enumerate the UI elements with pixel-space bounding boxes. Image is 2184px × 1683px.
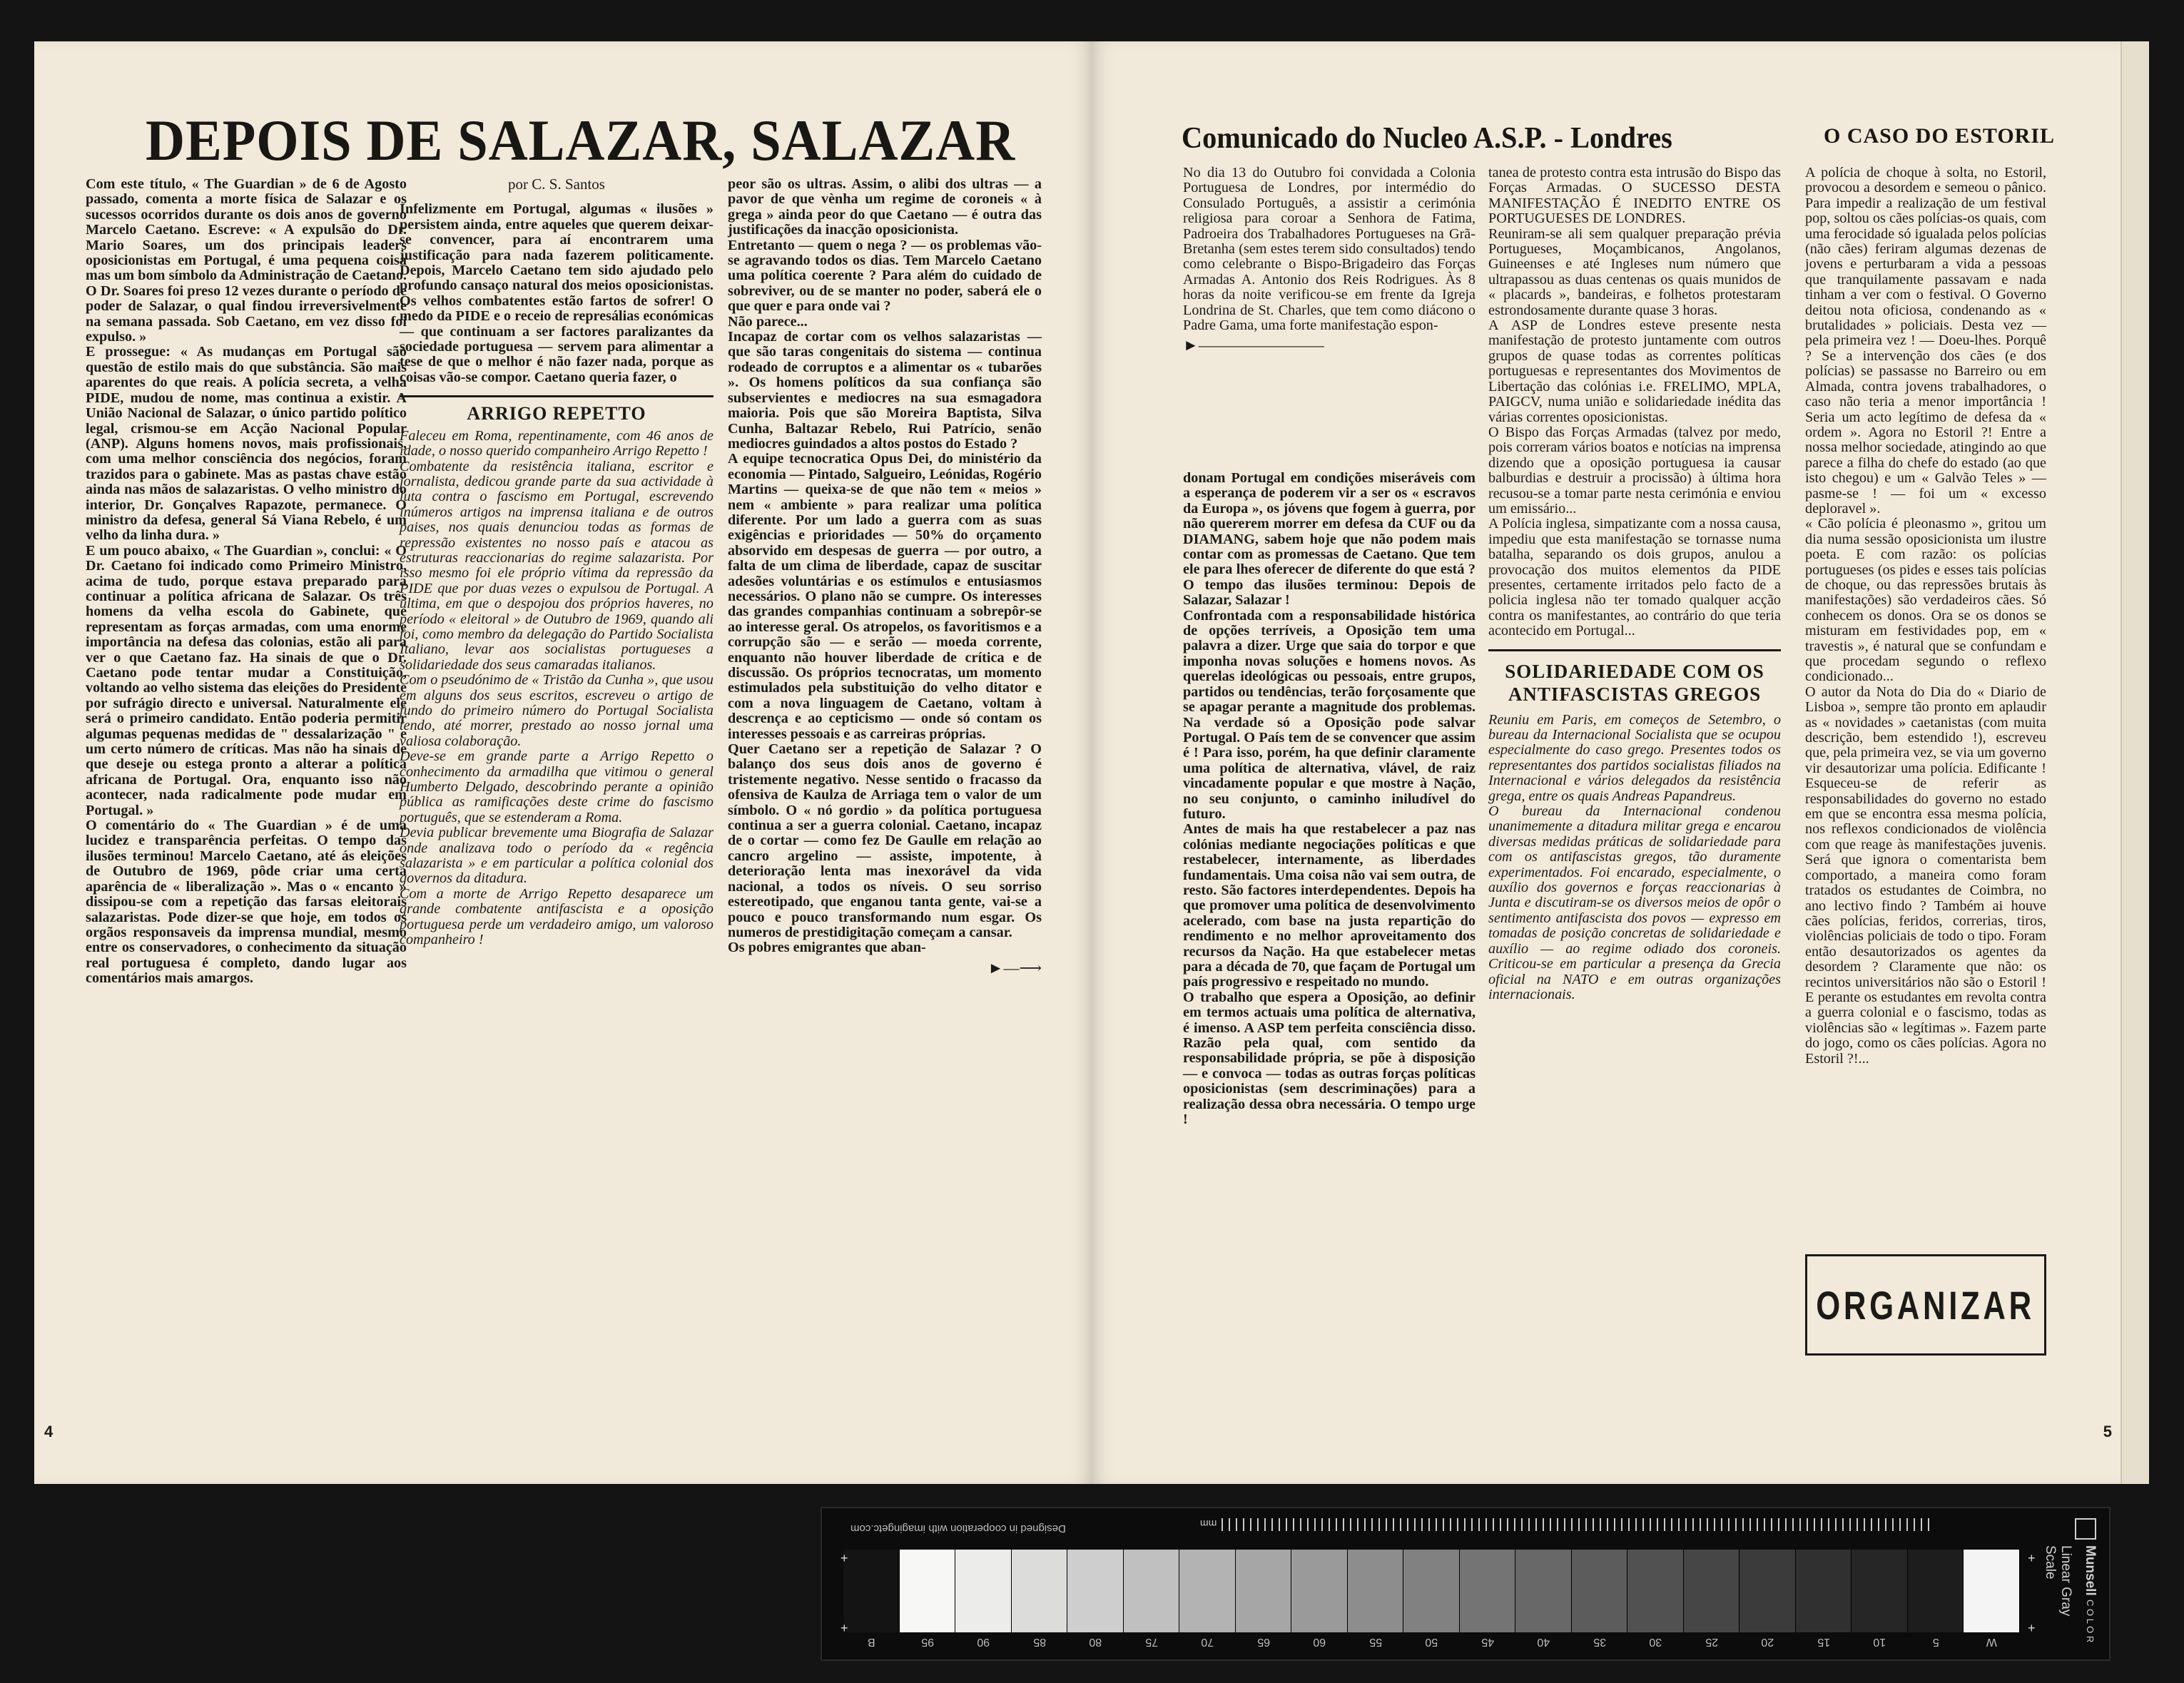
- article-paragraph: O bureau da Internacional condenou unanimemente a ditadura militar grega e encarou diversas medidas práticas de solidariedade para com os antifascistas gregos, tão duramente experimentados. Foi encarado, especialmente, o auxílio dos governos e forças reaccionarias à Junta e discutiram-se os diversos meios de opôr o sentimento antifascista dos povos — expresso em tomadas de posição concretas de solidariedade e auxílio — ao regime odiado dos coroneis. Criticou-se em particular a presença da Grecia oficial na NATO e em outras organizações internacionais.: [1488, 803, 1781, 1002]
- page-left: [34, 41, 1092, 1484]
- gray-scale-card: [821, 1507, 2111, 1661]
- gray-patch: [1403, 1550, 1460, 1632]
- munsell-logo-icon: [2075, 1518, 2096, 1540]
- comunicado-col-1-top: [1183, 166, 1476, 353]
- gray-patch-label: 75: [1144, 1636, 1158, 1648]
- gray-patch: [1796, 1550, 1852, 1632]
- gray-patch: [1627, 1550, 1684, 1632]
- gray-patch-label: W: [1986, 1636, 1997, 1648]
- munsell-title: Linear Gray Scale: [2043, 1545, 2073, 1617]
- section-title-solidariedade: SOLIDARIEDADE COM OS ANTIFASCISTAS GREGOS: [1505, 660, 1764, 705]
- gray-patch-label: 80: [1089, 1636, 1102, 1648]
- gray-patch: [843, 1550, 900, 1632]
- article-paragraph: A polícia de choque à solta, no Estoril, provocou a desordem e semeou o pânico. Para impedir a realização de um festival pop, soltou os cães polícias-os quais, com uma ferocidade só igualada pelos polícias (não cães) feriram algumas dezenas de jovens e perturbaram a vida a pessoas que tranquilamente passavam e nada tinham a ver com o festival. O Governo deitou nota oficiosa, condenando as « brutalidades » policiais. Desta vez — pela primeira vez ! — Doeu-lhes. Porquê ? Se a intervenção dos cães (e dos polícias) se passasse no Barreiro ou em Almada, contra jovens trabalhadores, o caso não teria a menor importância ! Seria um acto legítimo de defesa da « ordem ». Agora no Estoril ?! Entre a nossa melhor sociedade, atingindo ao que parece a filha do chefe do estado (ao que isto chegou) e um « Galvão Teles » — pasme-se ! — foi um « excesso deploravel ».: [1805, 165, 2046, 517]
- article-paragraph: E prossegue: « As mudanças em Portugal são questão de estilo mais do que substância. São mais aparentes do que reais. A polícia secreta, a velha PIDE, mudou de nome, mas continua a existir. A União Nacional de Salazar, o único partido político legal, crismou-se em Acção Nacional Popular (ANP). Alguns homens novos, mais profissionais, com uma melhor consciência dos negócios, foram trazidos para o gabinete. Mas as pastas chave estão ainda nas mãos de salazaristas. O velho ministro do interior, Dr. Gonçalves Rapazote, permanece. O ministro da defesa, general Sá Viana Rebelo, é um velho da linha dura. »: [86, 344, 407, 544]
- obituary-paragraph: Devia publicar brevemente uma Biografia de Salazar onde analizava todo o período da « regência salazarista » e em particular a política colonial dos governos da ditadura.: [400, 825, 713, 887]
- munsell-brand: [2082, 1545, 2098, 1642]
- obituary-paragraph: Com o pseudónimo de « Tristão da Cunha », que usou em alguns dos seus escritos, escreveu o artigo de fundo do primeiro número do Portugal Socialista tendo, até morrer, prestado ao nosso jornal uma valiosa colaboração.: [400, 672, 713, 749]
- article-paragraph: Antes de mais ha que restabelecer a paz nas colónias mediante negociações políticas e que restabelecer, internamente, as liberdades fundamentais. Uma coisa não vai sem outra, de resto. São factores interdependentes. Depois ha que promover uma política de desenvolvimento acelerado, com base na justa repartição do rendimento e no melhor aproveitamento dos recursos da Nação. Ha que estabelecer metas para a década de 70, que façam de Portugal um país progressivo e respeitado no mundo.: [1183, 821, 1476, 990]
- gray-patch: [1067, 1550, 1124, 1632]
- article-paragraph: Entretanto — quem o nega ? — os problemas vão-se agravando todos os dias. Tem Marcelo Caetano uma política coerente ? Para além do cuidado de sobreviver, ou de se manter no poder, saberá ele o que quer e para onde vai ?: [728, 237, 1042, 315]
- gray-patch-label: 85: [1032, 1636, 1046, 1648]
- article-col-2: [400, 177, 713, 948]
- registration-mark-icon: +: [2028, 1551, 2036, 1565]
- registration-mark-icon: +: [2028, 1621, 2036, 1635]
- article-paragraph: A equipe tecnocratica Opus Dei, do ministério da economia — Pintado, Salgueiro, Leónidas, Rogério Martins — queixa-se de que não tem « meios » nem « ambiente » para realizar uma política diferente. Por um lado a guerra com as suas exigências e prioridades — 50% do orçamento absorvido em despesas de guerra — por outro, a falta de um clima de liberdade, capaz de suscitar adesões voluntárias e os estímulos e entusiasmos necessários. O plano não se cumpre. Os interesses das grandes companhias continuam a sobrepôr-se ao interesse geral. Os atropelos, os favoritismos e a corrupção são — e serão — moeda corrente, enquanto não houver liberdade de crítica e de discussão. Os próprios tecnocratas, um momento estimulados pela substituição do velho ditator e com a nova linguagem de Caetano, voltam à descrença e ao cepticismo — onde só contam os interesses pessoais e as carreiras próprias.: [728, 451, 1042, 742]
- article-paragraph: A Polícia inglesa, simpatizante com a nossa causa, impediu que esta manifestação se tornasse numa batalha, separando os dois grupos, anulou a provocação dos muitos elementos da PIDE presentes, certamente irritados pelo facto de a policia inglesa não ter tomado qualquer acção contra os manifestantes, ao contrário do que teria acontecido em Portugal...: [1488, 516, 1781, 639]
- scale-credit: Designed in cooperation with imagingetc.com: [850, 1522, 1066, 1535]
- article-paragraph: Incapaz de cortar com os velhos salazaristas — que são taras congenitais do sistema — continua rodeado de corruptos e a alimentar os « tubarões ». Os homens políticos da sua confiança são subservientes e mediocres na sua esmagadora maioria. Pois que são Moreira Baptista, Silva Cunha, Baltazar Rebelo, Rui Patrício, senão mediocres guindados a altos postos do Estado ?: [728, 329, 1042, 452]
- section-divider: [1488, 649, 1781, 651]
- obituary-paragraph: Deve-se em grande parte a Arrigo Repetto o conhecimento da armadilha que vitimou o general Humberto Delgado, descobrindo perante a opinião pública as ramificações deste crime do fascismo português, que se estenderam a Roma.: [400, 748, 713, 825]
- headline-comunicado-londres: Comunicado do Nucleo A.S.P. - Londres: [1182, 122, 1672, 155]
- page-right: [1092, 41, 2149, 1484]
- article-paragraph: Reuniu em Paris, em começos de Setembro, o bureau da Internacional Socialista que se ocupou especialmente do caso grego. Presentes todos os representantes dos partidos socialistas filiados na Internacional e vários delegados da resistência grega, entre os quais Andreas Papandreus.: [1488, 711, 1781, 804]
- gray-patch-label: 25: [1705, 1636, 1718, 1648]
- article-paragraph: Com este título, « The Guardian » de 6 de Agosto passado, comenta a morte física de Salazar e os sucessos ocorridos durante os dois anos de governo Marcelo Caetano. Escreve: « A expulsão do Dr. Mario Soares, um dos principais leaders oposicionistas em Portugal, é uma pequena coisa mas um bom símbolo da Administração de Caetano. O Dr. Soares foi preso 12 vezes durante o período de poder de Salazar, o qual findou irreversivelmente na semana passada. Sob Caetano, em vez disso foi expulso. »: [86, 176, 407, 345]
- article-paragraph: O Bispo das Forças Armadas (talvez por medo, pois correram vários boatos e notícias na imprensa dizendo que a oposição portuguesa ia causar balburdias e destruir a procissão) à última hora recusou-se a tomar parte nesta cerimónia e enviou um emissário...: [1488, 424, 1781, 517]
- gray-labels: [843, 1635, 2020, 1648]
- article-paragraph: O autor da Nota do Dia do « Diario de Lisboa », sempre tão pronto em aplaudir as « novidades » caetanistas (com muita descrição, bem estendido !), escreveu que, pela primeira vez, se via um governo vir desautorizar uma polícia. Edificante ! Esqueceu-se de referir as responsabilidades do governo no estado em que se encontra essa mesma polícia, nos reflexos condicionados de violência com que reage às manifestações juvenis. Será que ignora o comentarista bem comportado, a maneira como foram tratados os estudantes de Coimbra, no ano lectivo findo ? Também ai houve cães polícias, feridos, correrias, tiros, violências policiais de todo o tipo. Foram então desautorizados os agentes da desordem ? Claramente que não: os recintos universitários não são o Estoril ! E perante os estudantes em revolta contra a guerra colonial e o fascismo, todas as violências são « legítimas ». Fazem parte do jogo, como os cães polícias. Agora no Estoril ?!...: [1805, 683, 2047, 1067]
- section-title-arrigo-repetto: ARRIGO REPETTO: [467, 403, 646, 424]
- article-paragraph: No dia 13 do Outubro foi convidada a Colonia Portuguesa de Londres, por intermédio do Consulado Português, a assistir a cerimónia religiosa para coroar a Senhora de Fatima, Padroeira dos Trabalhadores Portugueses na Grã-Bretanha (sem estes terem sido consultados) tendo como celebrante o Bispo-Brigadeiro das Forças Armadas A. Antonio dos Reis Rodrigues. Às 8 horas da noite verificou-se em frente da Igreja Londrina de St. Charles, que tem como diácono o Padre Gama, uma forte manifestação espon-: [1183, 165, 1476, 334]
- article-paragraph: « Cão polícia é pleonasmo », gritou um dia numa sessão oposicionista um ilustre poeta. E com razão: os polícias portugueses (os pides e esses tais polícias de choque, ou das repressões brutais às manifestações) são verdadeiros cães. Só conhecem os donos. Ora se os donos se misturam em festividades pop, em « travestis », é natural que se confundam e que procedam segundo o reflexo condicionado...: [1805, 516, 2046, 685]
- estoril-col: [1805, 166, 2046, 1067]
- comunicado-col-2: [1488, 166, 1781, 1002]
- registration-mark-icon: +: [840, 1551, 848, 1565]
- gray-patch: [1908, 1550, 1964, 1632]
- obituary-paragraph: Combatente da resistência italiana, escritor e jornalista, dedicou grande parte da sua actividade à luta contra o fascismo em Portugal, escrevendo inúmeros artigos na imprensa italiana e de outros paises, nos quais denunciou todas as formas de repressão existentes no nosso país e atacou as estruturas reaccionarias do regime salazarista. Por isso mesmo foi ele próprio vítima da repressão da PIDE que por duas vezes o expulsou de Portugal. A última, em que o despojou dos próprios haveres, no período « eleitoral » de Outubro de 1969, quando ali foi, como membro da delegação do Partido Socialista Italiano, levar aos socialistas portugueses a solidariedade dos seus camaradas italianos.: [400, 458, 713, 673]
- article-paragraph: O trabalho que espera a Oposição, ao definir em termos actuais uma política de alternativa, é imenso. A ASP tem perfeita consciência disso. Razão pela qual, com sentido da responsabilidade própria, se põe à disposição — e convoca — todas as outras forças políticas oposicionistas (sem descriminações) para a realização dessa obra necessária. O tempo urge !: [1183, 989, 1476, 1128]
- obituary-paragraph: Faleceu em Roma, repentinamente, com 46 anos de idade, o nosso querido companheiro Arrigo Repetto !: [400, 427, 713, 459]
- gray-patch: [1179, 1550, 1236, 1632]
- page-number: 5: [2103, 1423, 2112, 1440]
- gray-patch: [1739, 1550, 1796, 1632]
- continuation-col: [1183, 471, 1476, 1127]
- continue-arrow-icon: ►—⟶: [987, 958, 1042, 977]
- gray-patch-label: 5: [1932, 1636, 1939, 1648]
- munsell-brand-sub: C O L O R: [2085, 1600, 2096, 1643]
- gray-patch-label: 50: [1425, 1636, 1438, 1648]
- gray-patch: [1964, 1550, 2020, 1632]
- gray-patch: [1852, 1550, 1908, 1632]
- gray-patch: [1460, 1550, 1516, 1632]
- munsell-branding: [2035, 1515, 2103, 1654]
- mm-ruler: [1221, 1518, 1935, 1531]
- article-paragraph: O comentário do « The Guardian » é de uma lucidez e transparência perfeitas. O tempo das ilusões terminou! Marcelo Caetano, até ás eleições de Outubro de 1969, pôde criar uma certa aparência de « liberalização ». Mas o « encanto » dissipou-se com a repetição das farsas eleitorais salazaristas. Pode dizer-se que hoje, em todos os orgãos responsaveis da imprensa mundial, mesmo entre os conservadores, o conhecimento da situação real portuguesa é completo, dando lugar aos comentários mais amargos.: [86, 818, 407, 987]
- article-paragraph: E um pouco abaixo, « The Guardian », conclui: « O Dr. Caetano foi indicado como Primeiro Ministro, acima de tudo, porque estava preparado para continuar a política africana de Salazar. Os três homens da velha escola do Gabinete, que representam as forças armadas, com uma enorme importância na defesa das colonias, estão ali para ver o que Caetano faz. Ha sinais de que o Dr. Caetano pode tentar mudar a Constituição, voltando ao velho sistema das eleições do Presidente por sufrágio directo e universal. Naturalmente ele será o primeiro candidato. Então poderia permitir algumas pequenas medidas de " dessalarização " e um certo número de críticas. Mas não ha sinais de que deseje ou estega pronto a alterar a política africana de Portugal. Ora, enquanto isso não acontecer, nada radicalmente pode mudar em Portugal. »: [86, 542, 407, 818]
- article-col-3: [728, 177, 1042, 975]
- gray-patch: [1684, 1550, 1740, 1632]
- gray-patch: [1572, 1550, 1628, 1632]
- gray-patch: [1291, 1550, 1348, 1632]
- gray-patch: [955, 1550, 1012, 1632]
- ruler-unit: mm: [1200, 1518, 1217, 1530]
- munsell-brand-name: Munsell: [2083, 1545, 2098, 1596]
- gray-patch-label: 95: [920, 1636, 934, 1648]
- headline-caso-do-estoril: O CASO DO ESTORIL: [1824, 124, 2056, 148]
- gray-patch: [1124, 1550, 1180, 1632]
- gray-patch-label: 40: [1537, 1636, 1550, 1648]
- gray-patch-label: 15: [1817, 1636, 1830, 1648]
- gray-patch-label: 65: [1256, 1636, 1270, 1648]
- gray-patch-label: 60: [1313, 1636, 1326, 1648]
- gray-patch-label: 35: [1593, 1636, 1606, 1648]
- gray-patch-label: 55: [1368, 1636, 1382, 1648]
- gray-patch-label: 70: [1201, 1636, 1214, 1648]
- gray-patch-label: 20: [1761, 1636, 1774, 1648]
- gray-patch-label: 90: [977, 1636, 990, 1648]
- article-paragraph: Quer Caetano ser a repetição de Salazar ? O balanço dos seus dois anos de governo é tristemente negativo. Nesse sentido o fracasso da ofensiva de Kaulza de Arriaga tem o valor de um símbolo. O « nó gordio » da política portuguesa continua a ser a guerra colonial. Caetano, incapaz de o cortar — como fez De Gaulle em relação ao cancro argelino — assiste, impotente, à deterioração lenta mas inexorável da vida nacional, a todos os níveis. O seu sorriso estereotipado, que enganou tanta gente, vai-se a pouco e pouco transformando num esgar. Os numeros de prestidigitação começam a cansar.: [728, 741, 1042, 940]
- section-divider: [400, 395, 713, 397]
- gray-patch: [1348, 1550, 1404, 1632]
- article-paragraph: Infelizmente em Portugal, algumas « ilusões » persistem ainda, entre aqueles que querem deixar-se convencer, para aí encontrarem uma justificação para nada fazerem politicamente. Depois, Marcelo Caetano tem sido ajudado pelo profundo cansaço natural dos meios oposicionistas. Os velhos combatentes estão fartos de sofrer! O medo da PIDE e o receio de represálias económicas — que continuam a ser factores paralizantes da sociedade portuguesa — servem para alimentar a tese de que o melhor é não fazer nada, porque as coisas vão-se compor. Caetano queria fazer, o: [400, 201, 713, 385]
- gray-patch-label: 30: [1649, 1636, 1662, 1648]
- gray-patch-label: 10: [1873, 1636, 1886, 1648]
- gray-patch: [1012, 1550, 1068, 1632]
- article-col-1: [86, 177, 407, 987]
- gray-patch: [1515, 1550, 1572, 1632]
- article-paragraph: Não parece...: [728, 313, 808, 330]
- organizar-label: ORGANIZAR: [1816, 1282, 2036, 1328]
- page-number: 4: [44, 1423, 54, 1440]
- headline-depois-de-salazar: DEPOIS DE SALAZAR, SALAZAR: [146, 108, 1016, 173]
- registration-mark-icon: +: [840, 1621, 848, 1635]
- gray-patch-label: 45: [1480, 1636, 1494, 1648]
- article-paragraph: Confrontada com a responsabilidade histórica de opções terríveis, a Oposição tem uma palavra a dizer. Urge que saia do torpor e que imponha novas soluções e homens novos. As querelas ideológicas ou pessoais, entre grupos, partidos ou tendências, terão forçosamente que se apagar perante a magnitude dos problemas. Na verdade só a Oposição pode salvar Portugal. O País tem de se convencer que assim é ! Para isso, porém, ha que definir claramente uma política de alternativa, vlável, de raiz vincadamente popular e que mostre à Nação, no seu conjunto, o caminho iniludível do futuro.: [1183, 607, 1476, 822]
- gray-patch-label: B: [867, 1636, 875, 1648]
- organizar-box: [1805, 1254, 2046, 1356]
- article-paragraph: Reuniram-se ali sem qualquer preparação prévia Portugueses, Moçambicanos, Angolanos, Guineenses e até Ingleses num número que ultrapassou as duas centenas os quais munidos de « placards », bandeiras, e folhetos protestaram estrondosamente durante quase 3 horas.: [1488, 225, 1781, 318]
- byline: por C. S. Santos: [508, 176, 605, 193]
- continue-arrow-icon: ►————————: [1183, 336, 1324, 355]
- article-paragraph: peor são os ultras. Assim, o alibi dos ultras — a pavor de que vènha um regime de coroneis « à grega » ainda peor do que Caetano — é outra das justificações da inacção oposicionista.: [728, 176, 1042, 238]
- article-paragraph: A ASP de Londres esteve presente nesta manifestação de protesto juntamente com outros grupos de quase todas as correntes políticas portuguesas e representantes dos Movimentos de Libertação das colónias i.e. FRELIMO, MPLA, PAIGCV, numa união e solidariedade inédita das várias correntes oposicionistas.: [1488, 317, 1781, 425]
- gray-patches: [843, 1550, 2020, 1632]
- article-paragraph: Os pobres emigrantes que aban-: [728, 940, 926, 956]
- gray-patch: [900, 1550, 956, 1632]
- article-paragraph: tanea de protesto contra esta intrusão do Bispo das Forças Armadas. O SUCESSO DESTA MANIFESTAÇÃO É INEDITO ENTRE OS PORTUGUESES DE LONDRES.: [1488, 165, 1781, 227]
- gray-patch: [1236, 1550, 1292, 1632]
- article-paragraph: donam Portugal em condições miseráveis com a esperança de poderem vir a ser os « escravos da Europa », os jóvens que fogem à guerra, por não quererem morrer em defesa da CUF ou da DIAMANG, sabem hoje que não podem mais contar com as promessas de Caetano. Que tem ele para lhes oferecer de diferente do que está ? O tempo das ilusões terminou: Depois de Salazar, Salazar !: [1183, 470, 1476, 609]
- obituary-paragraph: Com a morte de Arrigo Repetto desaparece um grande combatente antifascista e a oposição portuguesa perde um verdadeiro amigo, um valoroso companheiro !: [400, 885, 713, 948]
